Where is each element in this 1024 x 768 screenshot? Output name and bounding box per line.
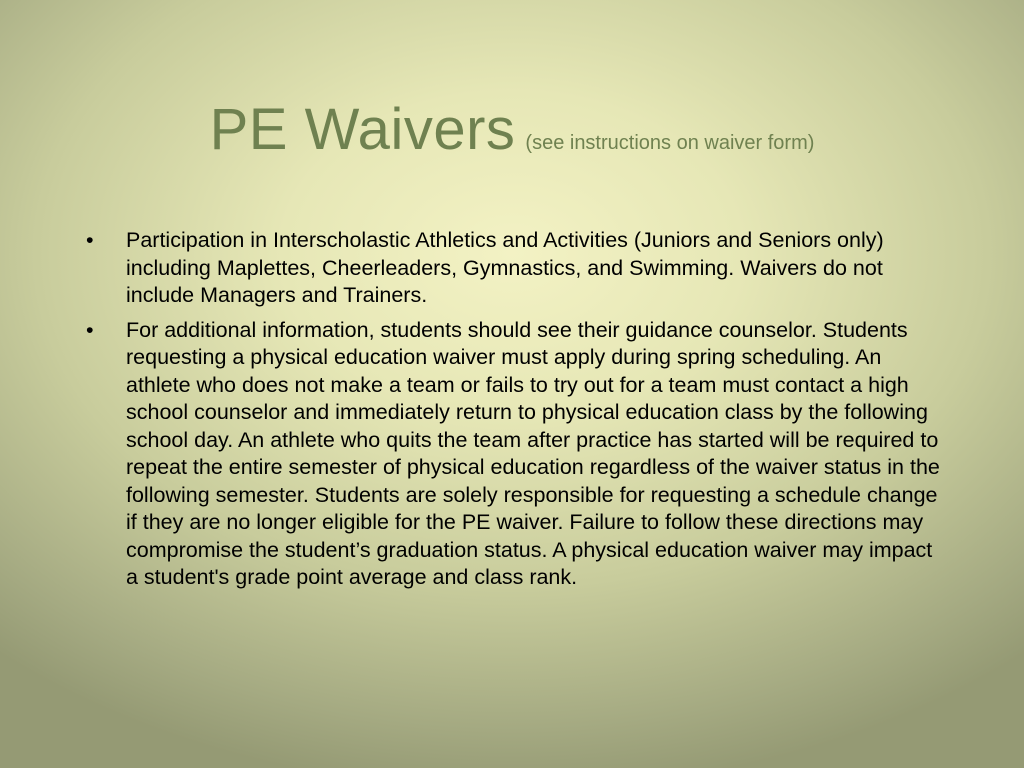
slide-title [0,96,1024,163]
bullet-item-athletics [86,227,946,310]
bullet-marker: • [86,317,94,342]
bullet-text: Participation in Interscholastic Athletics and Activities (Juniors and Seniors only) including Maplettes, Cheerleaders, Gymnastics, and Swimming. Waivers do not include Managers and Trainers. [126,228,884,307]
bullet-list [86,227,946,599]
title-subtitle: (see instructions on waiver form) [525,132,815,154]
bullet-marker: • [86,228,94,252]
bullet-item-additional-info [86,317,946,592]
bullet-text: For additional information, students should see their guidance counselor. Students requesting a physical education waiver must apply during spring scheduling. An athlete who does not make a team or fails to try out for a team must contact a high school counselor and immediately return to physical education class by the following school day. An athlete who quits the team after practice has started will be required to repeat the entire semester of physical education regardless of the waiver status in the following semester. Students are solely responsible for requesting a schedule change if they are no longer eligible for the PE waiver. Failure to follow these directions may compromise the student’s graduation status. A physical education waiver may impact a student's grade point average and class rank. [126,317,940,589]
title-text: PE Waivers [209,97,516,162]
